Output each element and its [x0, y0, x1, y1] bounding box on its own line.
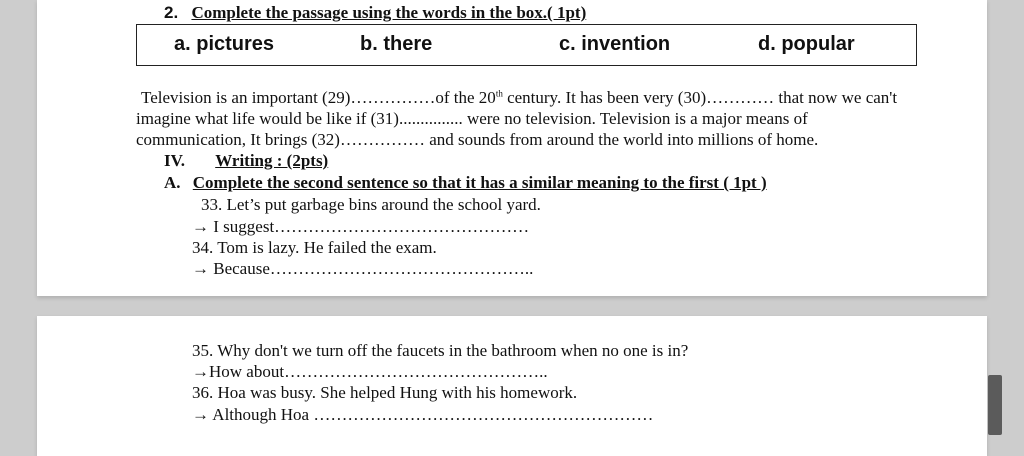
question-33: 33. Let’s put garbage bins around the school yard. [201, 195, 541, 214]
section-4-title: Writing : (2pts) [215, 151, 329, 170]
word-option-a: a. pictures [174, 33, 275, 55]
question-35: 35. Why don't we turn off the faucets in the bathroom when no one is in? [192, 341, 689, 360]
document-page-1 [37, 0, 987, 296]
answer-line-35: →How about……………………………………….. [192, 362, 548, 381]
passage-line-1: Television is an important (29)……………of the 20th century. It has been very (30)………… that now we can't [141, 88, 898, 107]
passage-line-3: communication, It brings (32)…………… and sounds from around the world into millions of home. [136, 130, 819, 149]
scrollbar-thumb[interactable] [988, 375, 1002, 435]
part-a-title: Complete the second sentence so that it has a similar meaning to the first ( 1pt ) [192, 173, 767, 192]
question-36: 36. Hoa was busy. She helped Hung with his homework. [192, 383, 578, 402]
document-page-2 [37, 316, 987, 456]
word-option-b: b. there [360, 33, 433, 55]
answer-line-36: → Although Hoa …………………………………………………… [192, 405, 654, 424]
answer-line-33: → I suggest……………………………………… [192, 217, 530, 236]
passage-line-2: imagine what life would be like if (31)............... were no television. Television is a major means of [136, 109, 808, 128]
section-2-title: Complete the passage using the words in the box.( 1pt) [191, 3, 587, 22]
section-4-roman: IV. [164, 151, 185, 170]
question-34: 34. Tom is lazy. He failed the exam. [192, 238, 437, 257]
answer-line-34: → Because……………………………………….. [192, 259, 534, 278]
word-option-c: c. invention [559, 33, 671, 55]
word-option-d: d. popular [758, 33, 855, 55]
part-a-heading [164, 173, 767, 193]
section-2-heading [164, 3, 586, 23]
section-2-number: 2. [164, 3, 179, 22]
part-a-letter: A. [164, 173, 181, 192]
word-box [136, 24, 917, 66]
section-4-heading [164, 151, 328, 171]
